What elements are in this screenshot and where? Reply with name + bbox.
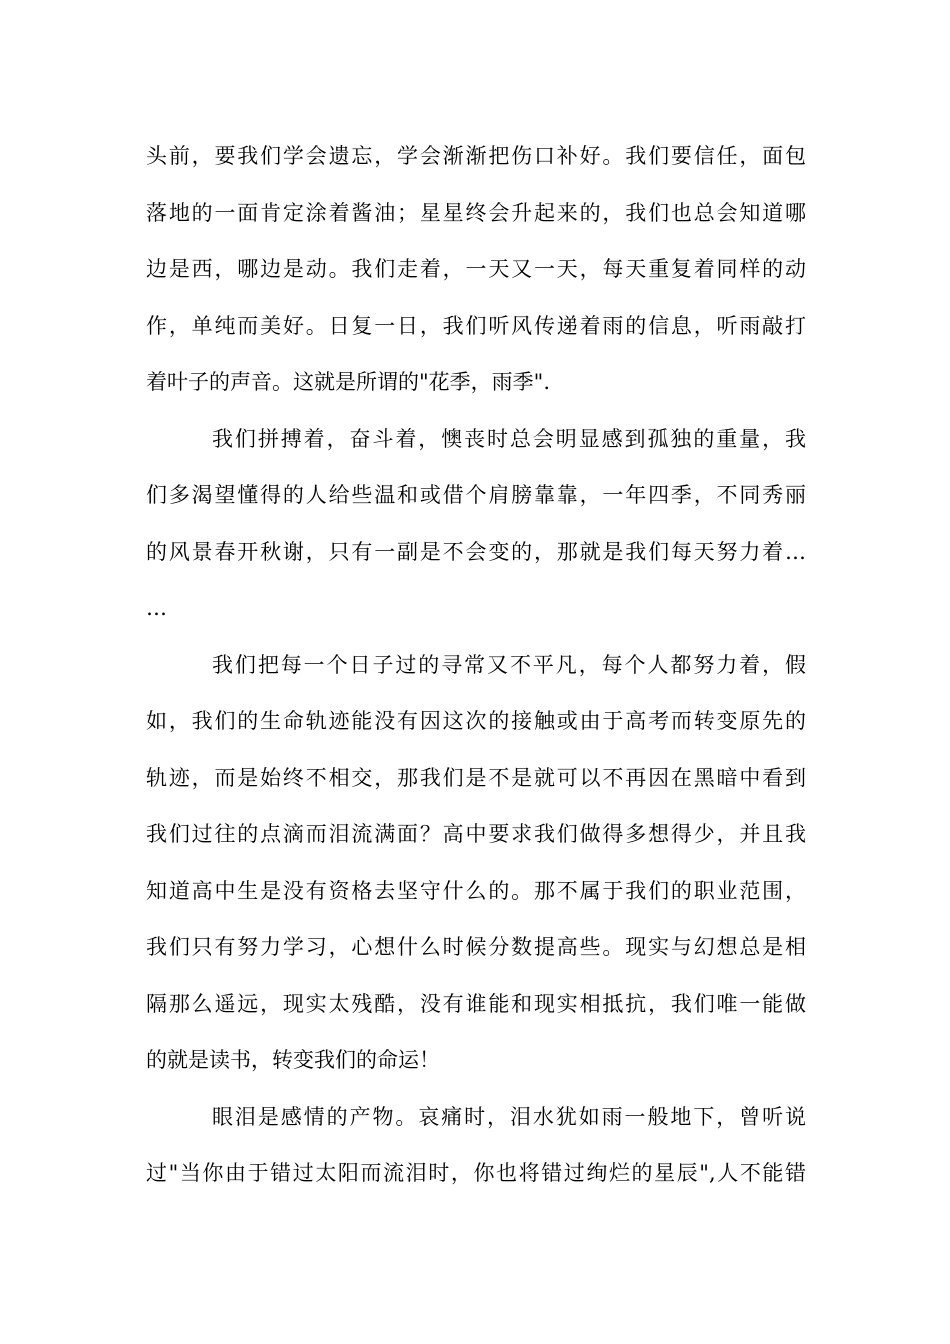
body-text <box>146 128 806 1202</box>
paragraph-first-line: 我们拼搏着，奋斗着，懊丧时总会明显感到孤独的重量，我 <box>212 426 806 451</box>
text-line: 们多渴望懂得的人给些温和或借个肩膀靠靠，一年四季，不同秀丽 <box>146 483 806 507</box>
text-line: 头前，要我们学会遗忘，学会渐渐把伤口补好。我们要信任，面包 <box>146 144 806 168</box>
text-line: 我们过往的点滴而泪流满面？高中要求我们做得多想得少，并且我 <box>146 822 806 846</box>
text-line: 我们只有努力学习，心想什么时候分数提高些。现实与幻想总是相 <box>146 935 806 959</box>
text-line: 轨迹，而是始终不相交，那我们是不是就可以不再因在黑暗中看到 <box>146 765 806 790</box>
text-line: … <box>146 596 167 620</box>
paragraph-first-line: 眼泪是感情的产物。哀痛时，泪水犹如雨一般地下，曾听说 <box>212 1104 806 1129</box>
text-line: 知道高中生是没有资格去坚守什么的。那不属于我们的职业范围， <box>146 878 806 903</box>
text-line: 的就是读书，转变我们的命运！ <box>146 1048 440 1072</box>
text-line: 边是西，哪边是动。我们走着，一天又一天，每天重复着同样的动 <box>146 257 806 281</box>
text-line: 作，单纯而美好。日复一日，我们听风传递着雨的信息，听雨敲打 <box>146 313 806 338</box>
paragraph-first-line: 我们把每一个日子过的寻常又不平凡，每个人都努力着，假 <box>212 652 806 677</box>
text-line: 的风景春开秋谢，只有一副是不会变的，那就是我们每天努力着… <box>146 539 806 564</box>
text-line: 如，我们的生命轨迹能没有因这次的接触或由于高考而转变原先的 <box>146 709 806 733</box>
text-line: 着叶子的声音。这就是所谓的"花季，雨季". <box>146 370 550 394</box>
text-line: 落地的一面肯定涂着酱油；星星终会升起来的，我们也总会知道哪 <box>146 200 806 225</box>
text-line: 过"当你由于错过太阳而流泪时，你也将错过绚烂的星辰",人不能错 <box>146 1161 806 1185</box>
text-line: 隔那么遥远，现实太残酷，没有谁能和现实相抵抗，我们唯一能做 <box>146 991 806 1016</box>
